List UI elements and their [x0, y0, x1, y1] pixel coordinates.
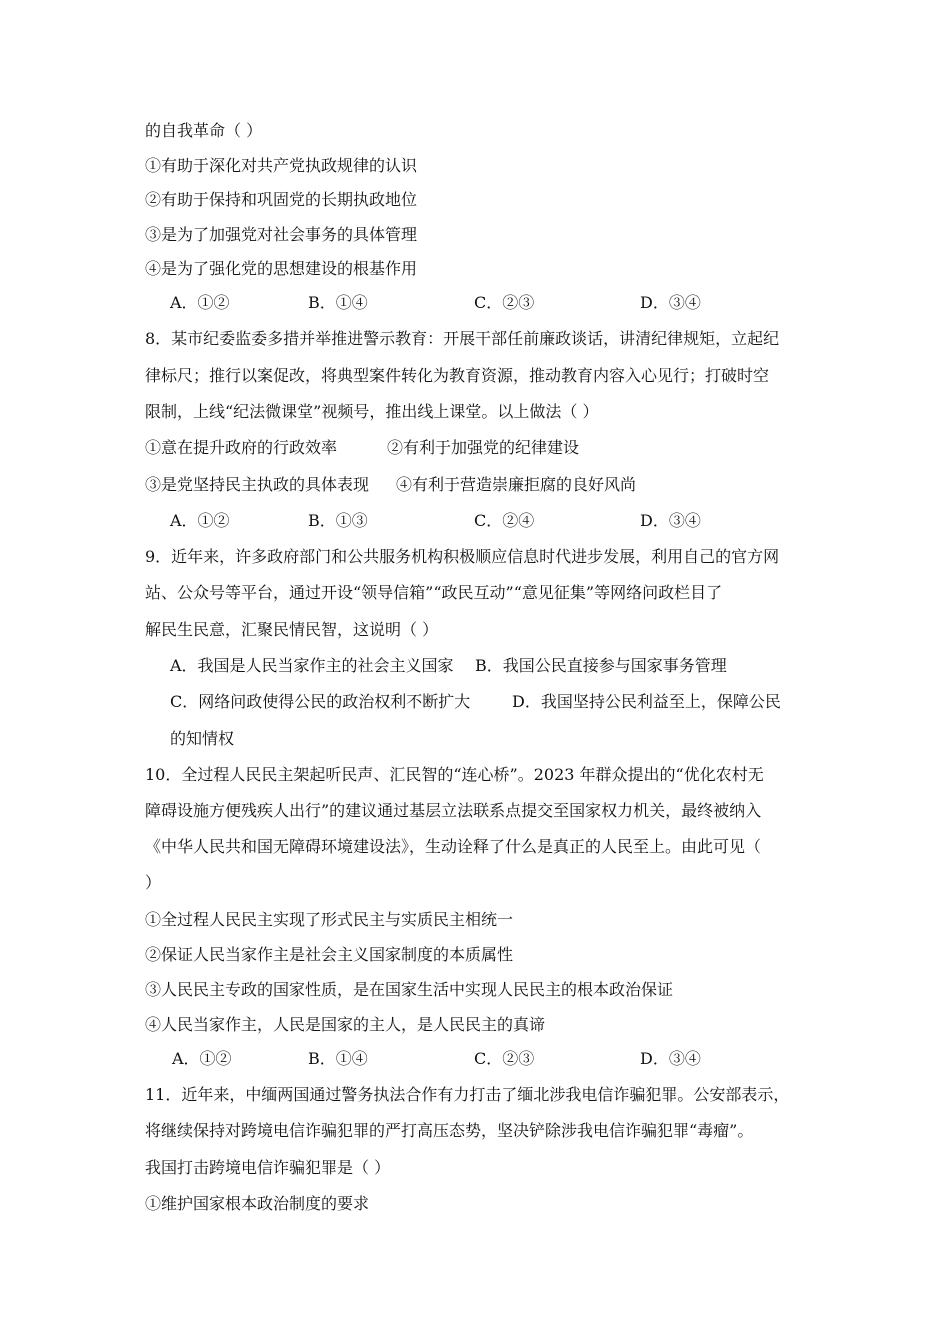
- q8-statement-4: ④有利于营造崇廉拒腐的良好风尚: [396, 475, 637, 494]
- q10-statement-3: ③人民民主专政的国家性质，是在国家生活中实现人民民主的根本政治保证: [145, 980, 674, 999]
- q10-statement-1: ①全过程人民民主实现了形式民主与实质民主相统一: [145, 910, 514, 929]
- q8-stem-line-2: 律标尺；推行以案促改，将典型案件转化为教育资源，推动教育内容入心见行；打破时空: [145, 366, 770, 385]
- q10-stem-line-1: 10．全过程人民民主架起听民声、汇民智的“连心桥”。2023 年群众提出的“优化农村无: [145, 765, 764, 784]
- q9-option-d: D．我国坚持公民利益至上，保障公民: [512, 692, 781, 711]
- q9-option-c: C．网络问政使得公民的政治权利不断扩大: [170, 692, 471, 711]
- q11-stem-line-2: 将继续保持对跨境电信诈骗犯罪的严打高压态势，坚决铲除涉我电信诈骗犯罪“毒瘤”。: [145, 1121, 754, 1140]
- q10-statement-4: ④人民当家作主，人民是国家的主人，是人民民主的真谛: [145, 1015, 546, 1034]
- q10-stem-line-4: ）: [145, 873, 162, 892]
- q11-statement-1: ①维护国家根本政治制度的要求: [145, 1194, 370, 1213]
- q10-option-c: C．②③: [474, 1049, 535, 1068]
- q9-stem-line-2: 站、公众号等平台，通过开设“领导信箱”“政民互动”“意见征集”等网络问政栏目了: [145, 583, 723, 602]
- q10-statement-2: ②保证人民当家作主是社会主义国家制度的本质属性: [145, 945, 514, 964]
- q8-stem-line-1: 8．某市纪委监委多措并举推进警示教育：开展干部任前廉政谈话，讲清纪律规矩，立起纪: [145, 329, 780, 348]
- q7-stem-end: 的自我革命（ ）: [145, 121, 263, 140]
- q9-stem-line-3: 解民生民意，汇聚民情民智，这说明（ ）: [145, 620, 439, 639]
- q8-option-b: B．①③: [308, 511, 368, 530]
- q7-statement-3: ③是为了加强党对社会事务的具体管理: [145, 225, 418, 244]
- q7-option-d: D．③④: [640, 293, 701, 312]
- q7-statement-2: ②有助于保持和巩固党的长期执政地位: [145, 190, 418, 209]
- q8-statement-1: ①意在提升政府的行政效率: [145, 438, 338, 457]
- q7-option-b: B．①④: [308, 293, 368, 312]
- q10-option-a: A．①②: [172, 1049, 232, 1068]
- q9-stem-line-1: 9．近年来，许多政府部门和公共服务机构积极顺应信息时代进步发展，利用自己的官方网: [145, 547, 780, 566]
- q8-stem-line-3: 限制，上线“纪法微课堂”视频号，推出线上课堂。以上做法（ ）: [145, 402, 599, 421]
- q9-option-d-continued: 的知情权: [170, 729, 235, 748]
- q9-option-a: A．我国是人民当家作主的社会主义国家: [170, 656, 454, 675]
- q11-stem-line-1: 11．近年来，中缅两国通过警务执法合作有力打击了缅北涉我电信诈骗犯罪。公安部表示，: [145, 1085, 790, 1104]
- q11-stem-line-3: 我国打击跨境电信诈骗犯罪是（ ）: [145, 1158, 391, 1177]
- q8-option-a: A．①②: [170, 511, 230, 530]
- q8-statement-3: ③是党坚持民主执政的具体表现: [145, 475, 370, 494]
- q8-option-d: D．③④: [640, 511, 701, 530]
- q7-statement-4: ④是为了强化党的思想建设的根基作用: [145, 259, 418, 278]
- q10-option-d: D．③④: [640, 1049, 701, 1068]
- q10-stem-line-3: 《中华人民共和国无障碍环境建设法》，生动诠释了什么是真正的人民至上。由此可见（: [145, 837, 762, 856]
- q7-statement-1: ①有助于深化对共产党执政规律的认识: [145, 156, 418, 175]
- q7-option-c: C．②③: [474, 293, 535, 312]
- q10-stem-line-2: 障碍设施方便残疾人出行”的建议通过基层立法联系点提交至国家权力机关，最终被纳入: [145, 801, 762, 820]
- q8-option-c: C．②④: [474, 511, 535, 530]
- q9-option-b: B．我国公民直接参与国家事务管理: [475, 656, 727, 675]
- q10-option-b: B．①④: [308, 1049, 368, 1068]
- q8-statement-2: ②有利于加强党的纪律建设: [387, 438, 580, 457]
- q7-option-a: A．①②: [170, 293, 230, 312]
